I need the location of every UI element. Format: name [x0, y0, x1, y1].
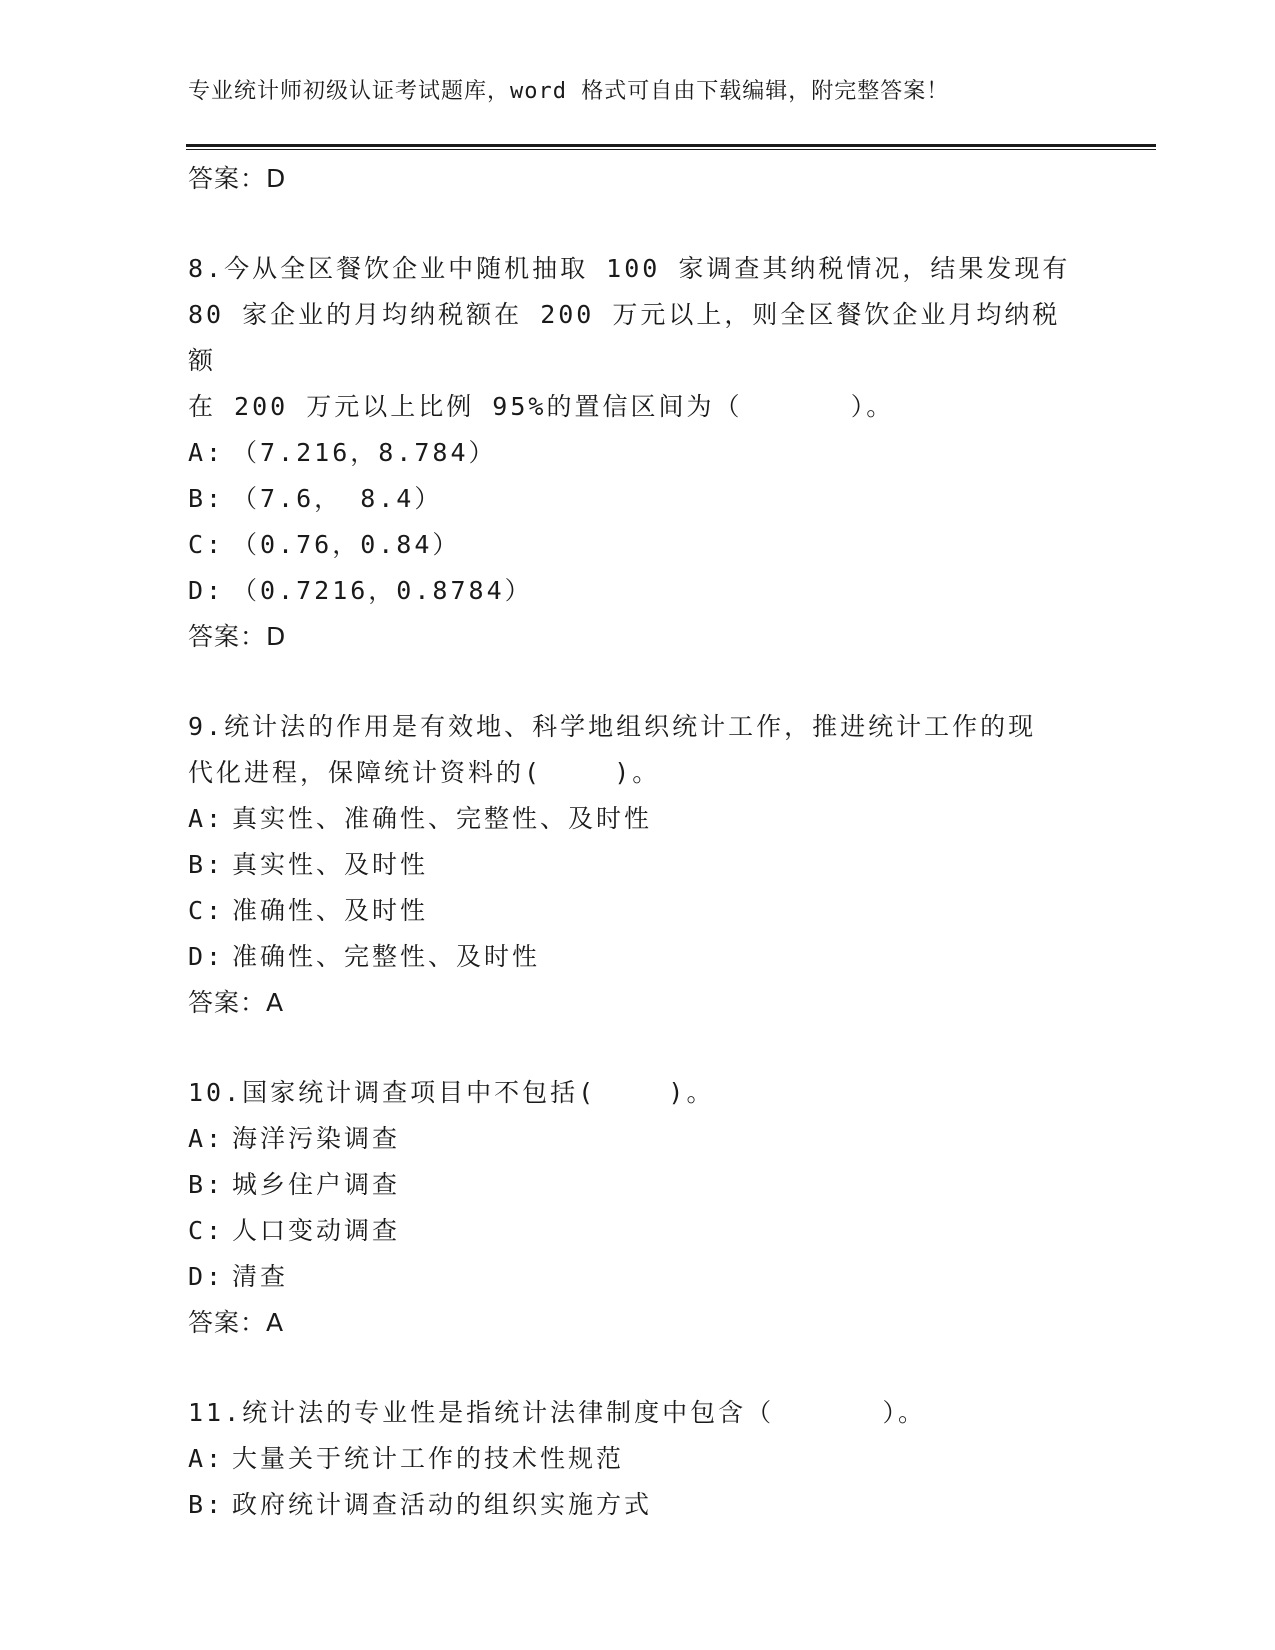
question-10-option-d: D: 清查	[188, 1262, 289, 1291]
question-8-line-2: 80 家企业的月均纳税额在 200 万元以上，则全区餐饮企业月均纳税额	[188, 300, 1061, 375]
question-8-option-b: B: （7.6， 8.4）	[188, 484, 443, 513]
question-8-option-c: C: （0.76，0.84）	[188, 530, 461, 559]
question-11-line-1: 11.统计法的专业性是指统计法律制度中包含（ ）。	[188, 1398, 926, 1427]
question-9-line-2: 代化进程，保障统计资料的( )。	[188, 758, 661, 787]
page-header: 专业统计师初级认证考试题库，word 格式可自由下载编辑，附完整答案！	[188, 79, 950, 104]
question-10	[188, 1070, 1088, 1346]
question-8-line-1: 8.今从全区餐饮企业中随机抽取 100 家调查其纳税情况，结果发现有	[188, 254, 1071, 283]
header-rule-thick	[186, 144, 1156, 147]
question-8-option-a: A: （7.216，8.784）	[188, 438, 497, 467]
question-9-option-c: C: 准确性、及时性	[188, 896, 429, 925]
question-10-option-b: B: 城乡住户调查	[188, 1170, 401, 1199]
question-9-line-1: 9.统计法的作用是有效地、科学地组织统计工作，推进统计工作的现	[188, 712, 1037, 741]
question-10-option-c: C: 人口变动调查	[188, 1216, 401, 1245]
answer-previous: 答案：D	[188, 164, 287, 193]
question-11	[188, 1390, 1088, 1528]
question-11-option-b: B: 政府统计调查活动的组织实施方式	[188, 1490, 653, 1519]
header-rule-thin	[186, 149, 1156, 150]
question-10-option-a: A: 海洋污染调查	[188, 1124, 401, 1153]
question-9-answer: 答案：A	[188, 988, 285, 1017]
question-8-answer: 答案：D	[188, 622, 287, 651]
question-10-line-1: 10.国家统计调查项目中不包括( )。	[188, 1078, 715, 1107]
question-9	[188, 704, 1088, 1026]
question-10-answer: 答案：A	[188, 1308, 285, 1337]
question-8-line-3: 在 200 万元以上比例 95%的置信区间为（ ）。	[188, 392, 895, 421]
question-11-option-a: A: 大量关于统计工作的技术性规范	[188, 1444, 625, 1473]
question-8	[188, 246, 1088, 660]
document-body	[188, 156, 1088, 1528]
question-9-option-d: D: 准确性、完整性、及时性	[188, 942, 541, 971]
question-8-option-d: D: （0.7216，0.8784）	[188, 576, 533, 605]
question-9-option-b: B: 真实性、及时性	[188, 850, 429, 879]
question-9-option-a: A: 真实性、准确性、完整性、及时性	[188, 804, 653, 833]
